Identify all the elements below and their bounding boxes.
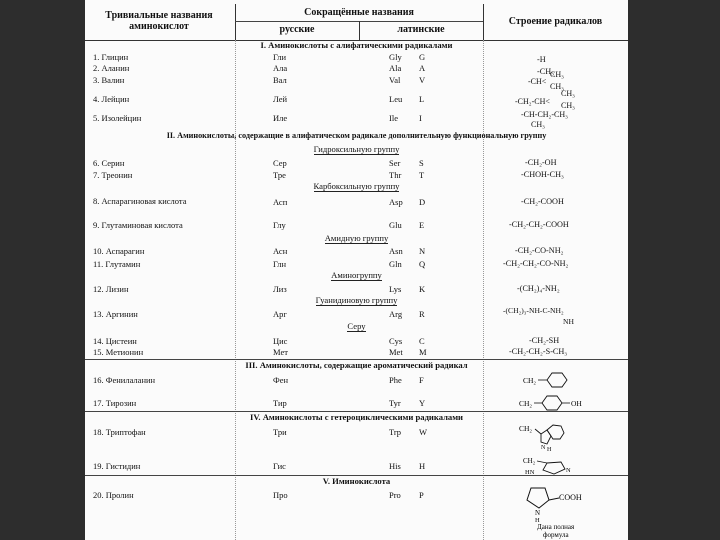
abbr-russian: Асп bbox=[273, 197, 288, 207]
radical-formula: -CH₂-CH< bbox=[515, 97, 550, 106]
abbr-russian: Ала bbox=[273, 63, 288, 73]
abbr-russian: Тир bbox=[273, 398, 287, 408]
abbr-latin: Cys bbox=[389, 336, 403, 346]
abbr-russian: Глу bbox=[273, 220, 286, 230]
abbr-letter: P bbox=[419, 490, 424, 500]
section-heterocyclic: IV. Аминокислоты с гетероциклическими радикалами bbox=[249, 412, 464, 422]
header-trivial-line2: аминокислот bbox=[129, 21, 189, 32]
table-row bbox=[85, 169, 628, 181]
abbr-letter: A bbox=[419, 63, 426, 73]
abbr-latin: His bbox=[389, 461, 401, 471]
header-structure: Строение радикалов bbox=[508, 16, 603, 27]
proline-structure bbox=[521, 482, 621, 540]
header-trivial-names bbox=[89, 10, 229, 32]
radical-formula: -CH-CH₂-CH₃ bbox=[521, 110, 568, 119]
radical-formula: -CH₃ bbox=[537, 67, 554, 76]
abbr-russian: Цис bbox=[273, 336, 288, 346]
abbr-russian: Арг bbox=[273, 309, 287, 319]
radical-formula: -CH₂-CH₂-CO-NH₂ bbox=[503, 259, 569, 268]
amino-acid-name: 6. Серин bbox=[93, 158, 125, 168]
amino-acid-table-page bbox=[85, 0, 628, 540]
amino-acid-name: 8. Аспарагиновая кислота bbox=[93, 196, 187, 206]
subgroup-label: Карбоксильную группу bbox=[313, 181, 400, 191]
amino-acid-name: 19. Гистидин bbox=[93, 461, 141, 471]
subgroup-label: Серу bbox=[347, 321, 366, 331]
abbr-latin: Asn bbox=[389, 246, 403, 256]
abbr-russian: Лей bbox=[273, 94, 288, 104]
radical-formula: -CH₂-OH bbox=[525, 158, 557, 167]
abbr-latin: Ser bbox=[389, 158, 401, 168]
section-functional-group: II. Аминокислоты, содержащие в алифатическом радикале дополнительную функциональную группу bbox=[166, 131, 547, 140]
pyrrole-ring-icon bbox=[535, 429, 551, 444]
radical-formula: CH₂ bbox=[523, 376, 537, 385]
proline-note: формула bbox=[543, 531, 569, 539]
radical-formula: CH₃ bbox=[561, 101, 575, 110]
pyrrolidine-ring-icon bbox=[527, 488, 549, 508]
abbr-russian: Сер bbox=[273, 158, 287, 168]
radical-formula: N bbox=[566, 467, 571, 474]
abbr-letter: H bbox=[419, 461, 426, 471]
abbr-latin: Val bbox=[389, 75, 401, 85]
abbr-latin: Asp bbox=[389, 197, 403, 207]
proline-note: Дана полная bbox=[537, 523, 575, 531]
bond-line bbox=[549, 498, 559, 500]
abbr-letter: I bbox=[419, 113, 422, 123]
abbr-letter: S bbox=[419, 158, 424, 168]
table-row bbox=[85, 196, 628, 216]
abbr-russian: Иле bbox=[273, 113, 288, 123]
abbr-letter: Q bbox=[419, 259, 426, 269]
subgroup-carboxy bbox=[85, 181, 628, 191]
amino-acid-name: 10. Аспарагин bbox=[93, 246, 145, 256]
radical-formula: CH₂ bbox=[523, 457, 536, 465]
radical-formula: H bbox=[535, 517, 540, 524]
isoleucine-radical bbox=[521, 110, 601, 132]
radical-formula: COOH bbox=[559, 493, 582, 502]
abbr-letter: N bbox=[419, 246, 426, 256]
abbr-letter: E bbox=[419, 220, 425, 230]
subgroup-sulfur bbox=[85, 321, 628, 331]
amino-acid-name: 4. Лейцин bbox=[93, 94, 130, 104]
radical-formula: -CH₂-CH₂-COOH bbox=[509, 220, 569, 229]
amino-acid-name: 17. Тирозин bbox=[93, 398, 137, 408]
amino-acid-name: 16. Фенилаланин bbox=[93, 375, 156, 385]
radical-formula: H bbox=[547, 447, 552, 452]
amino-acid-name: 2. Аланин bbox=[93, 63, 130, 73]
abbr-letter: G bbox=[419, 52, 426, 62]
amino-acid-name: 15. Метионин bbox=[93, 347, 144, 357]
abbr-russian: Глн bbox=[273, 259, 287, 269]
phenylalanine-radical bbox=[521, 370, 591, 392]
abbr-latin: Gly bbox=[389, 52, 402, 62]
abbr-russian: Про bbox=[273, 490, 288, 500]
abbr-latin: Ala bbox=[389, 63, 402, 73]
abbr-latin: Lys bbox=[389, 284, 402, 294]
abbr-latin: Pro bbox=[389, 490, 401, 500]
section-aromatic: III. Аминокислоты, содержащие ароматический радикал bbox=[245, 360, 468, 370]
amino-acid-name: 13. Аргинин bbox=[93, 309, 138, 319]
abbr-latin: Thr bbox=[389, 170, 402, 180]
abbr-latin: Gln bbox=[389, 259, 402, 269]
amino-acid-name: 9. Глутаминовая кислота bbox=[93, 220, 183, 230]
radical-formula: CH₃ bbox=[550, 70, 564, 79]
radical-formula: N bbox=[535, 509, 541, 517]
abbr-letter: D bbox=[419, 197, 426, 207]
abbr-russian: Вал bbox=[273, 75, 287, 85]
abbr-letter: R bbox=[419, 309, 425, 319]
abbr-latin: Trp bbox=[389, 427, 401, 437]
abbr-russian: Гис bbox=[273, 461, 286, 471]
imidazole-ring-icon bbox=[543, 462, 565, 474]
abbr-latin: Glu bbox=[389, 220, 402, 230]
abbr-latin: Tyr bbox=[389, 398, 401, 408]
amino-acid-name: 3. Валин bbox=[93, 75, 125, 85]
table-row bbox=[85, 346, 628, 358]
header-trivial-line1: Тривиальные названия bbox=[105, 10, 213, 21]
abbr-letter: W bbox=[419, 427, 428, 437]
abbr-russian: Асн bbox=[273, 246, 288, 256]
radical-formula: CH₃ bbox=[561, 89, 575, 98]
radical-formula: -(CH₂)₄-NH₂ bbox=[517, 284, 560, 293]
benzene-ring-icon bbox=[547, 373, 567, 387]
radical-formula: CH₃ bbox=[550, 82, 564, 91]
amino-acid-name: 11. Глутамин bbox=[93, 259, 141, 269]
radical-formula: CH₂ bbox=[519, 424, 533, 433]
subgroup-amino bbox=[85, 270, 628, 280]
subgroup-label: Аминогруппу bbox=[331, 270, 382, 280]
amino-acid-name: 7. Треонин bbox=[93, 170, 133, 180]
subgroup-amide bbox=[85, 233, 628, 243]
radical-formula: -H bbox=[537, 55, 546, 64]
section-aliphatic: I. Аминокислоты с алифатическими радикалами bbox=[260, 40, 453, 50]
radical-formula: -CH₂-CH₂-S-CH₃ bbox=[509, 347, 568, 356]
table-header bbox=[85, 4, 628, 41]
table-row bbox=[85, 219, 628, 231]
header-russian: русские bbox=[279, 24, 315, 35]
amino-acid-name: 20. Пролин bbox=[93, 490, 134, 500]
amino-acid-name: 14. Цистеин bbox=[93, 336, 137, 346]
abbr-russian: Три bbox=[273, 427, 287, 437]
abbr-russian: Фен bbox=[273, 375, 289, 385]
tryptophan-radical bbox=[517, 422, 597, 452]
section-imino-acid: V. Иминокислота bbox=[322, 476, 391, 486]
abbr-russian: Лиз bbox=[273, 284, 287, 294]
radical-formula: -CH₂-COOH bbox=[521, 197, 564, 206]
abbr-letter: C bbox=[419, 336, 425, 346]
abbr-russian: Гли bbox=[273, 52, 287, 62]
abbr-latin: Ile bbox=[389, 113, 398, 123]
table-row bbox=[85, 157, 628, 169]
radical-formula: CH₃ bbox=[531, 120, 545, 129]
table-row bbox=[85, 283, 628, 295]
radical-formula: -CH< bbox=[528, 77, 547, 86]
abbr-russian: Мет bbox=[273, 347, 288, 357]
header-abbreviations: Сокращённые названия bbox=[304, 7, 414, 18]
subgroup-hydroxy bbox=[85, 144, 628, 154]
header-latin: латинские bbox=[397, 24, 445, 35]
radical-formula: -CH₂-SH bbox=[529, 336, 560, 345]
amino-acid-name: 1. Глицин bbox=[93, 52, 129, 62]
radical-formula: OH bbox=[571, 399, 582, 408]
amino-acid-name: 5. Изолейцин bbox=[93, 113, 142, 123]
abbr-letter: Y bbox=[419, 398, 426, 408]
abbr-latin: Met bbox=[389, 347, 403, 357]
table-row bbox=[85, 245, 628, 257]
benzene-ring-icon bbox=[542, 396, 562, 410]
radical-formula: -(CH₂)₃-NH-C-NH₂ bbox=[503, 306, 564, 315]
subgroup-guanidine bbox=[85, 295, 628, 305]
abbr-latin: Phe bbox=[389, 375, 402, 385]
abbr-russian: Тре bbox=[273, 170, 286, 180]
abbr-letter: F bbox=[419, 375, 424, 385]
subgroup-label: Гуанидиновую группу bbox=[315, 295, 398, 305]
subgroup-label: Гидроксильную группу bbox=[313, 144, 400, 154]
radical-formula: -CHOH-CH₃ bbox=[521, 170, 564, 179]
radical-formula: HN bbox=[525, 469, 535, 476]
abbr-letter: L bbox=[419, 94, 425, 104]
radical-formula: CH₂ bbox=[519, 399, 533, 408]
radical-formula: -CH₂-CO-NH₂ bbox=[515, 246, 564, 255]
abbr-letter: M bbox=[419, 347, 427, 357]
table-row bbox=[85, 258, 628, 270]
abbr-letter: T bbox=[419, 170, 425, 180]
abbr-latin: Arg bbox=[389, 309, 403, 319]
abbr-letter: K bbox=[419, 284, 426, 294]
amino-acid-name: 12. Лизин bbox=[93, 284, 129, 294]
radical-formula: NH bbox=[563, 317, 574, 326]
leucine-radical bbox=[515, 89, 595, 112]
subgroup-label: Амидную группу bbox=[324, 233, 389, 243]
radical-formula: N bbox=[541, 445, 546, 451]
abbr-letter: V bbox=[419, 75, 426, 85]
abbr-latin: Leu bbox=[389, 94, 403, 104]
bond-line bbox=[537, 461, 547, 463]
benzene-ring-icon bbox=[547, 425, 564, 439]
amino-acid-name: 18. Триптофан bbox=[93, 427, 146, 437]
